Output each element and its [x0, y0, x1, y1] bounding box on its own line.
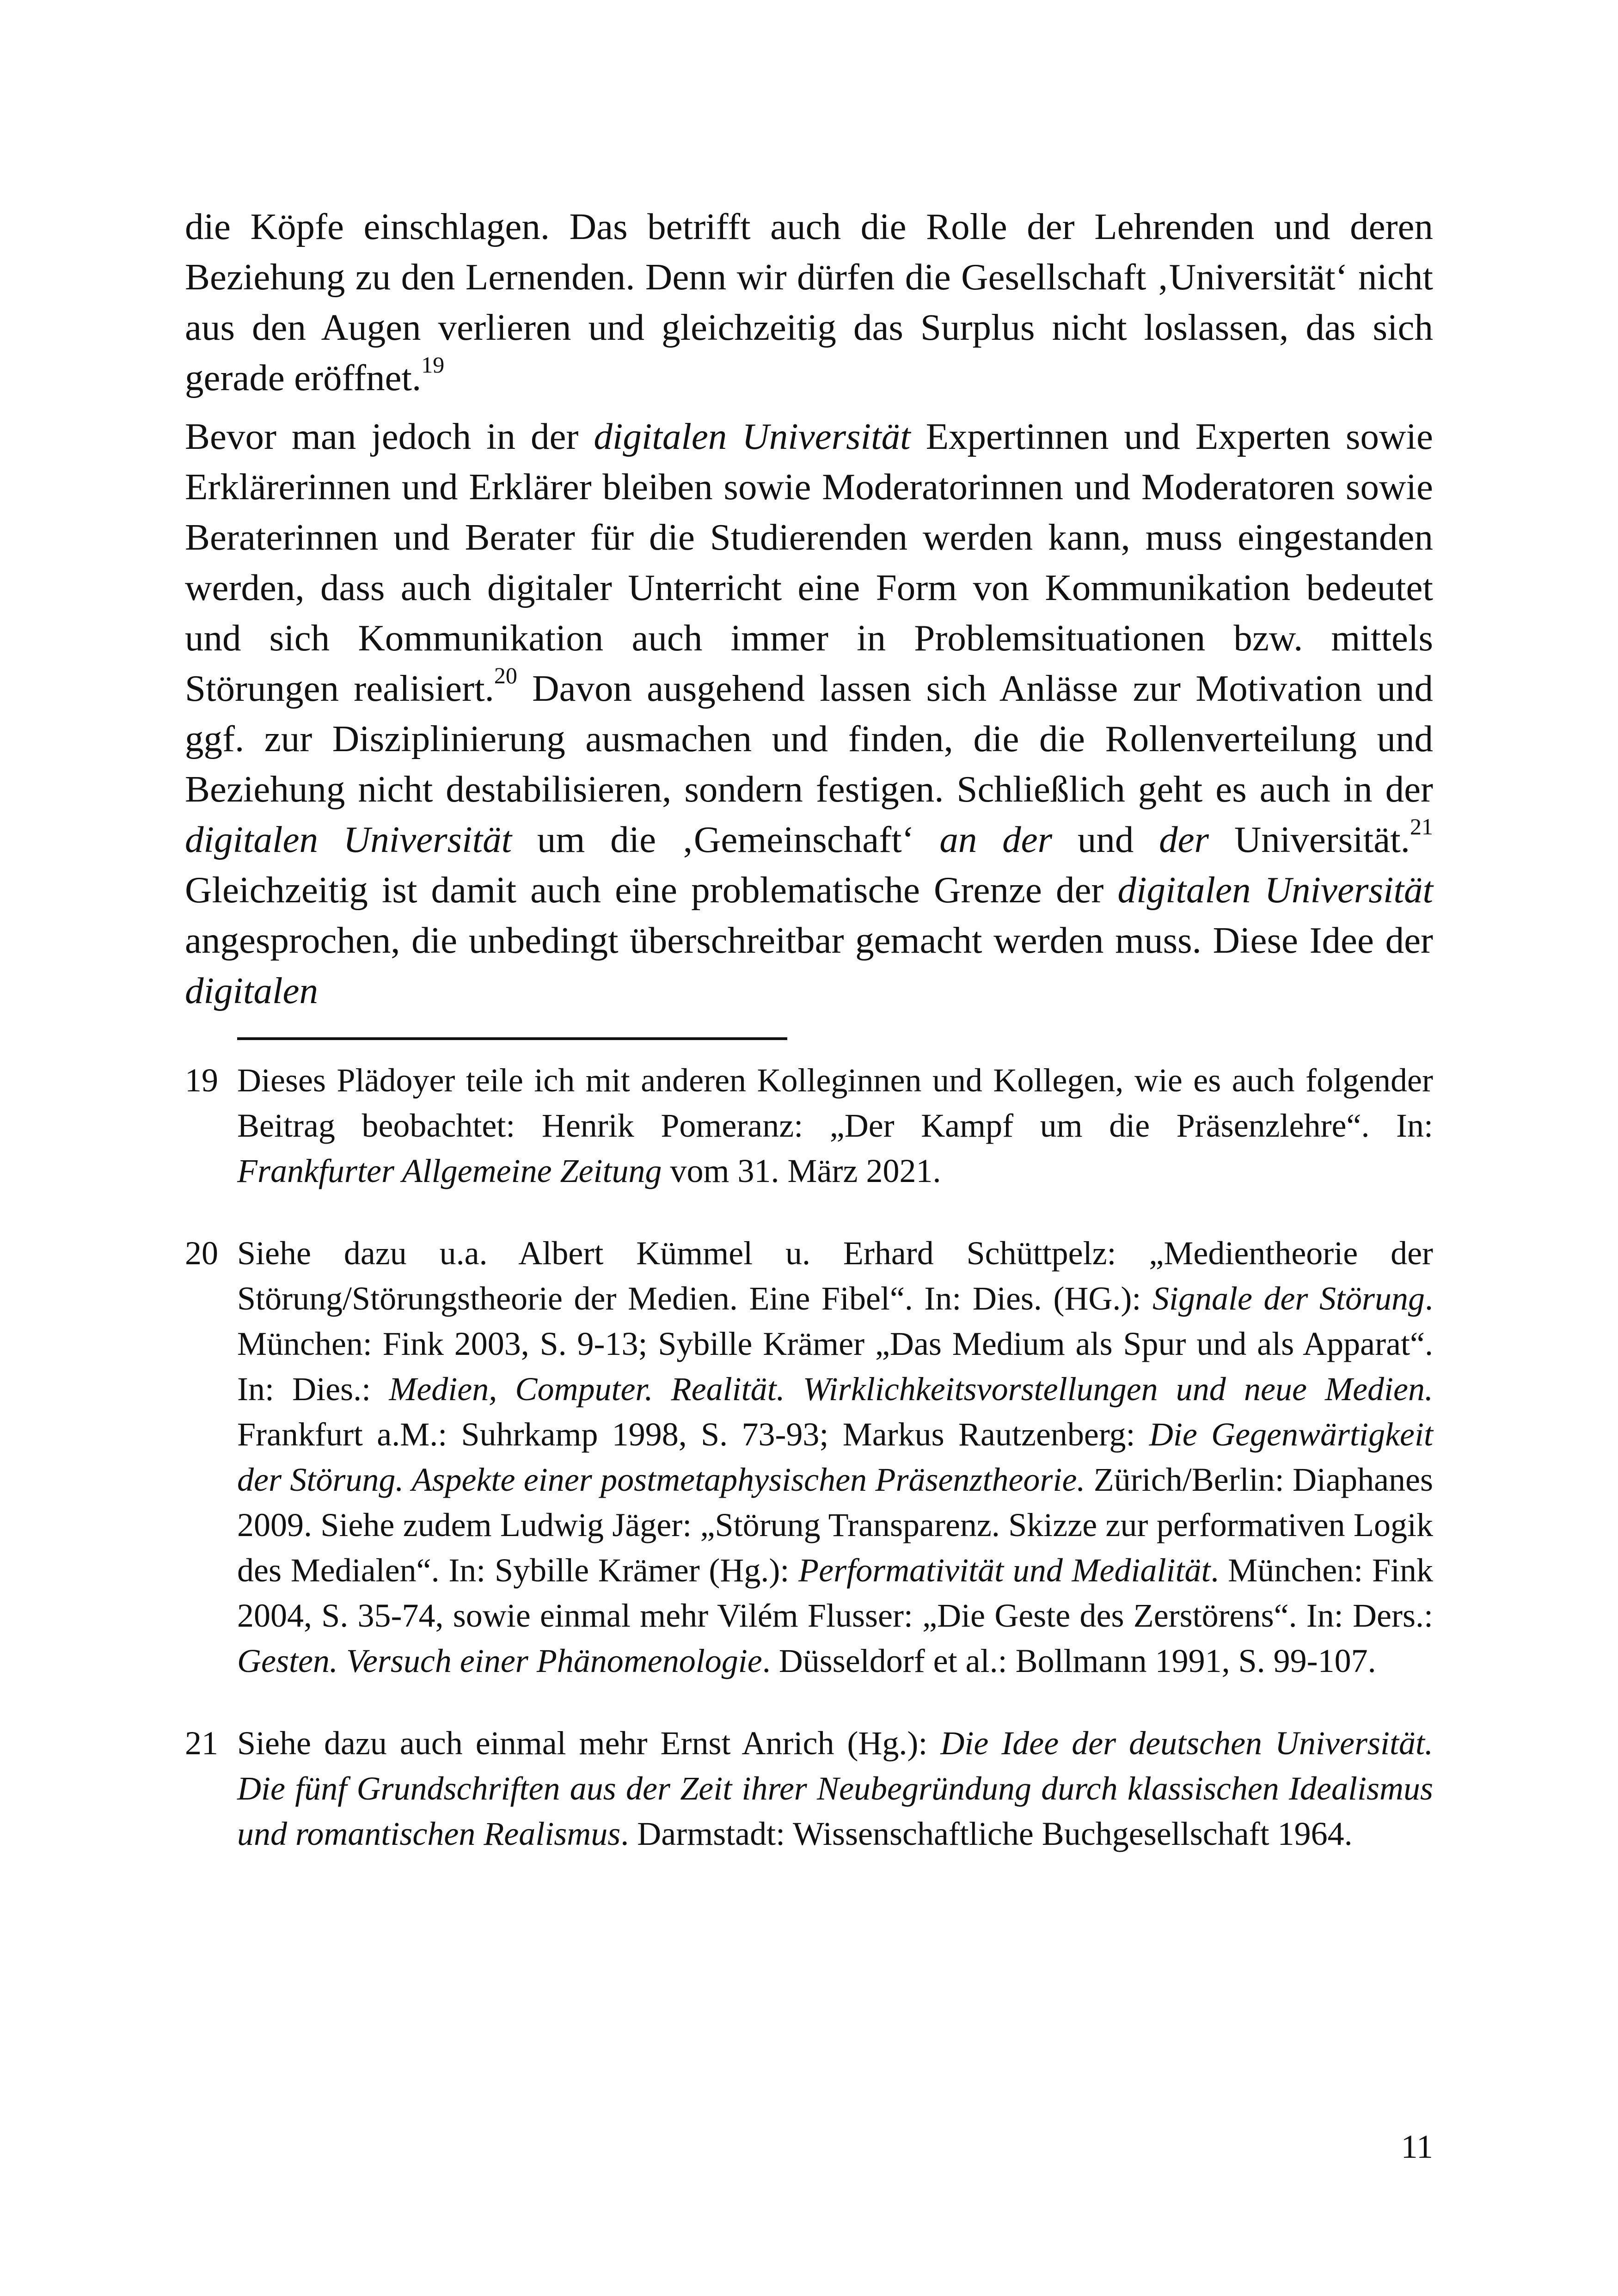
- footnote-reference-20[interactable]: 20: [494, 662, 517, 688]
- footnotes-section: [185, 1058, 1433, 1893]
- footnote-text: . München: Fink 2004, S. 35-74, sowie einmal mehr Vilém Flusser: „Die Geste des Zerstörens“. In: Ders.:: [237, 1552, 1434, 1634]
- footnote-text: vom 31. März 2021.: [662, 1152, 941, 1189]
- footnote-text: . Düsseldorf et al.: Bollmann 1991, S. 99-107.: [762, 1642, 1376, 1679]
- footnote-title: Die Idee der deutschen Universität. Die fünf Grundschriften aus der Zeit ihrer Neubegründung durch klassischen Idealismus und romantischen Realismus: [237, 1725, 1433, 1852]
- footnote-title: Medien, Computer. Realität. Wirklichkeitsvorstellungen und neue Medien.: [389, 1371, 1433, 1408]
- footnote-title: Gesten. Versuch einer Phänomenologie: [237, 1642, 762, 1679]
- paragraph-text: Bevor man jedoch in der: [185, 416, 594, 457]
- footnote-number: 20: [185, 1235, 218, 1272]
- footnote-reference-21[interactable]: 21: [1410, 814, 1434, 839]
- footnote-text: Zürich/Berlin: Diaphanes 2009. Siehe zudem Ludwig Jäger: „Störung Transparenz. Skizze zur performativen Logik des Medialen“. In: Sybille Krämer (Hg.):: [237, 1461, 1434, 1589]
- footnote-text: Siehe dazu auch einmal mehr Ernst Anrich (Hg.):: [237, 1725, 941, 1762]
- emphasis-text: an der: [939, 819, 1053, 860]
- body-paragraph-1: [185, 202, 1433, 403]
- emphasis-text: digitalen Universität: [594, 416, 911, 457]
- footnote-divider: [237, 1037, 787, 1040]
- paragraph-text: die Köpfe einschlagen. Das betrifft auch die Rolle der Lehrenden und deren Beziehung zu den Lernenden. Denn wir dürfen die Gesellschaft ‚Universität‘ nicht aus den Augen verlieren und gleichzeitig das Surplus nicht loslassen, das sich gerade eröffnet.: [185, 206, 1433, 398]
- footnote-title: Frankfurter Allgemeine Zeitung: [237, 1152, 662, 1189]
- footnote-title: Die Gegenwärtigkeit der Störung. Aspekte einer postmetaphysischen Präsenztheorie.: [237, 1416, 1433, 1498]
- paragraph-text: Davon ausgehend lassen sich Anlässe zur Motivation und ggf. zur Disziplinierung ausmachen und finden, die die Rollenverteilung und Beziehung nicht destabilisieren, sondern festigen. Schließlich geht es auch in der: [185, 667, 1433, 810]
- paragraph-text: um die ‚Gemeinschaft‘: [512, 819, 940, 860]
- footnote-number: 21: [185, 1725, 218, 1762]
- footnote-21: [185, 1720, 1433, 1856]
- footnote-title: Performativität und Medialität: [798, 1552, 1211, 1589]
- footnote-reference-19[interactable]: 19: [421, 352, 445, 378]
- paragraph-text: Gleichzeitig ist damit auch eine problematische Grenze der: [185, 869, 1118, 911]
- page-number: 11: [1401, 2128, 1433, 2165]
- footnote-19: [185, 1058, 1433, 1194]
- emphasis-text: digitalen: [185, 970, 318, 1011]
- paragraph-text: angesprochen, die unbedingt überschreitbar gemacht werden muss. Diese Idee der: [185, 919, 1433, 961]
- paragraph-text: Universität.: [1209, 819, 1410, 860]
- body-paragraph-2: [185, 411, 1433, 1016]
- paragraph-text: und: [1052, 819, 1159, 860]
- emphasis-text: der: [1159, 819, 1209, 860]
- footnote-text: . München: Fink 2003, S. 9-13; Sybille Krämer „Das Medium als Spur und als Apparat“. In: Dies.:: [237, 1280, 1433, 1408]
- footnote-text: . Darmstadt: Wissenschaftliche Buchgesellschaft 1964.: [620, 1815, 1353, 1852]
- footnote-number: 19: [185, 1062, 218, 1099]
- emphasis-text: digitalen Universität: [1117, 869, 1433, 911]
- footnote-title: Signale der Störung: [1152, 1280, 1425, 1317]
- footnote-text: Dieses Plädoyer teile ich mit anderen Kolleginnen und Kollegen, wie es auch folgender Beitrag beobachtet: Henrik Pomeranz: „Der Kampf um die Präsenzlehre“. In:: [237, 1062, 1433, 1144]
- emphasis-text: digitalen Universität: [185, 819, 512, 860]
- paragraph-text: Expertinnen und Experten sowie Erklärerinnen und Erklärer bleiben sowie Moderatorinnen und Moderatoren sowie Beraterinnen und Berater für die Studierenden werden kann, muss eingestanden werden, dass auch digitaler Unterricht eine Form von Kommunikation bedeutet und sich Kommunikation auch immer in Problemsituationen bzw. mittels Störungen realisiert.: [185, 416, 1433, 709]
- footnote-text: Frankfurt a.M.: Suhrkamp 1998, S. 73-93; Markus Rautzenberg:: [237, 1416, 1149, 1453]
- footnote-20: [185, 1231, 1433, 1684]
- footnote-text: Siehe dazu u.a. Albert Kümmel u. Erhard Schüttpelz: „Medientheorie der Störung/Störungstheorie der Medien. Eine Fibel“. In: Dies. (HG.):: [237, 1235, 1433, 1317]
